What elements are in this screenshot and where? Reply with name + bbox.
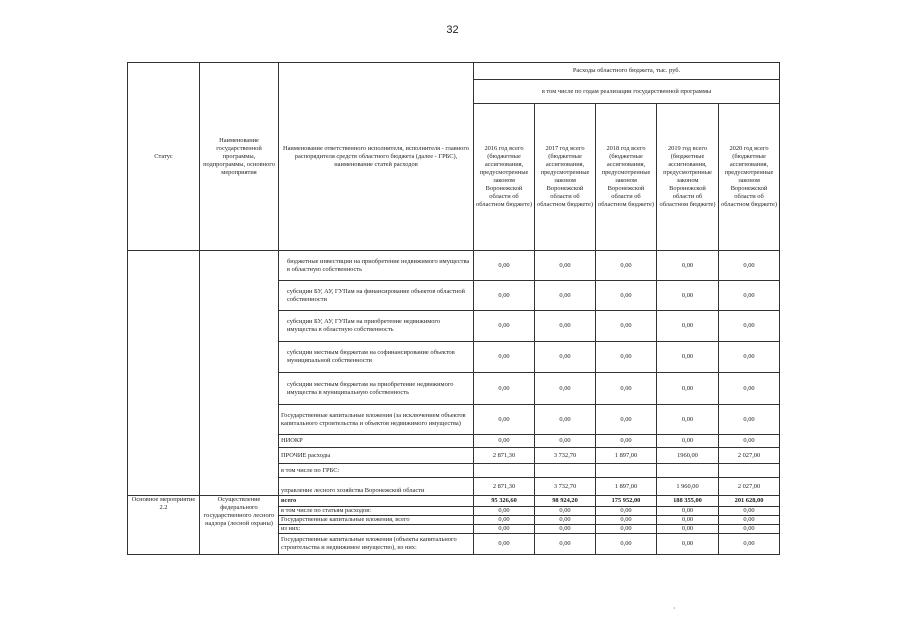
header-year-2016: 2016 год всего (бюджетные ассигнования, предусмотренные законом Воронежской области об областном бюджете) [474,104,535,251]
value-cell: 0,00 [657,342,719,373]
value-cell: 0,00 [719,281,780,311]
value-cell: 0,00 [596,525,657,534]
value-cell: 0,00 [535,534,596,555]
value-cell: 0,00 [719,507,780,516]
value-cell: 0,00 [596,311,657,342]
value-cell: 95 326,60 [474,496,535,507]
value-cell: 0,00 [474,373,535,405]
header-by-years: в том числе по годам реализации государственной программы [474,80,780,104]
value-cell: 0,00 [657,311,719,342]
value-cell: 3 732,70 [535,478,596,496]
row-label: управление лесного хозяйства Воронежской области [279,478,474,496]
value-cell: 0,00 [719,516,780,525]
header-program-name: Наименование государственной программы, подпрограммы, основного мероприятия [200,63,279,251]
budget-table [127,62,780,555]
value-cell: 0,00 [535,311,596,342]
value-cell: 0,00 [719,311,780,342]
header-year-2017: 2017 год всего (бюджетные ассигнования, предусмотренные законом Воронежской области об областном бюджете) [535,104,596,251]
value-cell: 2 871,30 [474,448,535,464]
value-cell: 2 027,00 [719,478,780,496]
value-cell: 0,00 [535,507,596,516]
row-label: всего [279,496,474,507]
value-cell: 2 871,30 [474,478,535,496]
value-cell: 188 355,00 [657,496,719,507]
value-cell: 0,00 [719,435,780,448]
row-label: Государственные капитальные вложения (за исключением объектов капитального строительства и объектов недвижимого имущества) [279,405,474,435]
table-row [128,251,780,281]
value-cell: 0,00 [657,525,719,534]
value-cell: 1 897,00 [596,448,657,464]
value-cell: 0,00 [535,405,596,435]
value-cell: 0,00 [474,534,535,555]
value-cell: 201 628,00 [719,496,780,507]
page-number: 32 [446,24,459,36]
value-cell: 0,00 [596,281,657,311]
value-cell: 1 897,00 [596,478,657,496]
value-cell: 0,00 [474,507,535,516]
row-label: из них: [279,525,474,534]
value-cell: 0,00 [596,342,657,373]
value-cell: 0,00 [535,373,596,405]
value-cell: 0,00 [535,281,596,311]
value-cell: 0,00 [474,281,535,311]
value-cell: 0,00 [596,516,657,525]
value-cell: 0,00 [719,534,780,555]
row-label: в том числе по статьям расходов: [279,507,474,516]
value-cell: 0,00 [474,435,535,448]
header-year-2019: 2019 год всего (бюджетные ассигнования, предусмотренные законом Воронежской области об областном бюджете) [657,104,719,251]
value-cell: 0,00 [657,373,719,405]
row-label: бюджетные инвестиции на приобретение недвижимого имущества в областную собственность [279,251,474,281]
status-cell-empty [128,251,200,496]
value-cell [474,464,535,478]
page-mark: · [673,604,676,613]
row-label: Государственные капитальные вложения (объекты капитального строительства и недвижимое имущество), из них: [279,534,474,555]
value-cell: 2 027,00 [719,448,780,464]
value-cell: 3 732,70 [535,448,596,464]
value-cell: 0,00 [657,405,719,435]
value-cell: 0,00 [719,525,780,534]
value-cell [719,464,780,478]
value-cell: 0,00 [535,525,596,534]
section-status: Основное мероприятие 2.2 [128,496,200,555]
value-cell: 0,00 [719,405,780,435]
header-status: Статус [128,63,200,251]
value-cell: 0,00 [535,342,596,373]
value-cell [596,464,657,478]
row-label: ПРОЧИЕ расходы [279,448,474,464]
value-cell: 0,00 [657,534,719,555]
row-label: НИОКР [279,435,474,448]
value-cell: 0,00 [474,311,535,342]
header-expenses: Расходы областного бюджета, тыс. руб. [474,63,780,80]
row-label: Государственные капитальные вложения, всего [279,516,474,525]
value-cell: 0,00 [719,373,780,405]
table-row [128,496,780,507]
value-cell: 0,00 [596,435,657,448]
value-cell: 0,00 [719,342,780,373]
value-cell: 0,00 [719,251,780,281]
value-cell: 0,00 [657,516,719,525]
value-cell: 0,00 [474,525,535,534]
row-label: субсидии БУ, АУ, ГУПам на приобретение недвижимого имущества в областную собственность [279,311,474,342]
value-cell: 0,00 [535,516,596,525]
value-cell: 1960,00 [657,448,719,464]
value-cell: 0,00 [657,251,719,281]
value-cell [657,464,719,478]
value-cell: 0,00 [535,251,596,281]
value-cell: 0,00 [596,507,657,516]
value-cell: 0,00 [474,251,535,281]
value-cell: 175 952,00 [596,496,657,507]
value-cell: 0,00 [596,251,657,281]
value-cell: 0,00 [535,435,596,448]
value-cell: 0,00 [474,516,535,525]
value-cell: 98 924,20 [535,496,596,507]
header-year-2020: 2020 год всего (бюджетные ассигнования, предусмотренные законом Воронежской области об областном бюджете) [719,104,780,251]
value-cell: 0,00 [474,342,535,373]
row-label: субсидии местным бюджетам на приобретение недвижимого имущества в муниципальную собственность [279,373,474,405]
value-cell: 0,00 [657,435,719,448]
header-row-1 [128,63,780,80]
row-label: субсидии местным бюджетам на софинансирование объектов муниципальной собственности [279,342,474,373]
value-cell: 0,00 [657,281,719,311]
section-name: Осуществление федерального государственного лесного надзора (лесной охраны) [200,496,279,555]
header-executor: Наименование ответственного исполнителя, исполнителя - главного распорядителя средств областного бюджета (далее - ГРБС), наименование статей расходов [279,63,474,251]
row-label: субсидии БУ, АУ, ГУПам на финансирование объектов областной собственности [279,281,474,311]
value-cell: 0,00 [596,373,657,405]
value-cell: 0,00 [657,507,719,516]
row-label: в том числе по ГРБС: [279,464,474,478]
value-cell: 0,00 [596,405,657,435]
program-cell-empty [200,251,279,496]
value-cell [535,464,596,478]
value-cell: 1 960,00 [657,478,719,496]
value-cell: 0,00 [596,534,657,555]
header-year-2018: 2018 год всего (бюджетные ассигнования, предусмотренные законом Воронежской области об областном бюджете) [596,104,657,251]
value-cell: 0,00 [474,405,535,435]
